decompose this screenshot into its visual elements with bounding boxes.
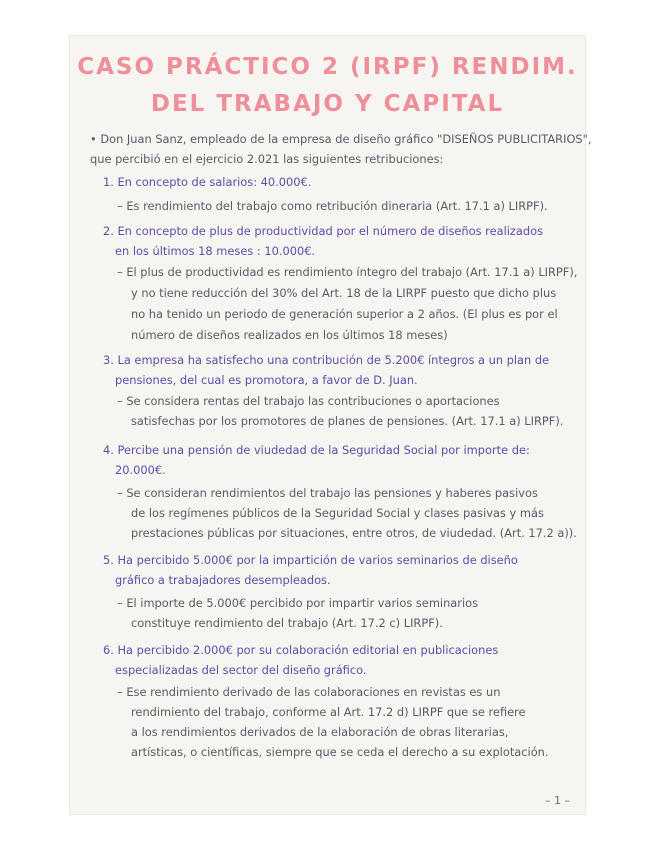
item-answer-6 [117, 682, 549, 762]
item-answer-line: número de diseños realizados en los últimos 18 meses) [131, 328, 448, 342]
intro [90, 129, 592, 169]
item-answer-line: – El importe de 5.000€ percibido por impartir varios seminarios [117, 596, 479, 610]
item-heading: 20.000€. [115, 463, 166, 477]
item-answer-line: – Es rendimiento del trabajo como retribución dineraria (Art. 17.1 a) LIRPF). [117, 199, 548, 213]
page-number: – 1 – [545, 794, 570, 807]
list-item-4 [103, 440, 530, 480]
item-answer-line: – Se consideran rendimientos del trabajo las pensiones y haberes pasivos [117, 486, 538, 500]
item-answer-2 [117, 262, 577, 346]
item-answer-line: rendimiento del trabajo, conforme al Art. 17.2 d) LIRPF que se refiere [131, 705, 526, 719]
page-subtitle: DEL TRABAJO Y CAPITAL [150, 91, 505, 117]
item-answer-line: no ha tenido un periodo de generación superior a 2 años. (El plus es por el [131, 307, 558, 321]
item-answer-line: satisfechas por los promotores de planes de pensiones. (Art. 17.1 a) LIRPF). [131, 414, 564, 428]
item-answer-line: y no tiene reducción del 30% del Art. 18 de la LIRPF puesto que dicho plus [131, 286, 557, 300]
item-answer-line: de los regímenes públicos de la Seguridad Social y clases pasivas y más [131, 506, 544, 520]
item-heading: en los últimos 18 meses : 10.000€. [115, 244, 316, 258]
item-answer-line: – El plus de productividad es rendimiento íntegro del trabajo (Art. 17.1 a) LIRPF), [117, 265, 578, 279]
item-heading: 6. Ha percibido 2.000€ por su colaboración editorial en publicaciones [103, 643, 499, 657]
item-answer-line: artísticas, o científicas, siempre que se ceda el derecho a su explotación. [131, 745, 549, 759]
item-answer-line: – Se considera rentas del trabajo las contribuciones o aportaciones [117, 394, 500, 408]
list-item-6 [103, 640, 498, 680]
list-item-2 [103, 221, 543, 261]
list-item-1 [103, 172, 311, 192]
item-answer-line: constituye rendimiento del trabajo (Art. 17.2 c) LIRPF). [131, 616, 443, 630]
item-heading: pensiones, del cual es promotora, a favor de D. Juan. [115, 373, 418, 387]
item-heading: 3. La empresa ha satisfecho una contribución de 5.200€ íntegros a un plan de [103, 353, 550, 367]
item-heading: 4. Percibe una pensión de viudedad de la Seguridad Social por importe de: [103, 443, 530, 457]
item-heading: 2. En concepto de plus de productividad por el número de diseños realizados [103, 224, 544, 238]
item-answer-line: a los rendimientos derivados de la elaboración de obras literarias, [131, 725, 509, 739]
item-heading: especializadas del sector del diseño gráfico. [115, 663, 367, 677]
intro-line: que percibió en el ejercicio 2.021 las siguientes retribuciones: [90, 152, 444, 166]
item-answer-3 [117, 391, 563, 431]
item-answer-5 [117, 593, 478, 633]
item-answer-line: prestaciones públicas por situaciones, entre otros, de viudedad. (Art. 17.2 a)). [131, 526, 577, 540]
notebook-page [70, 36, 592, 814]
item-answer-line: – Ese rendimiento derivado de las colaboraciones en revistas es un [117, 685, 501, 699]
list-item-5 [103, 550, 518, 590]
intro-line: • Don Juan Sanz, empleado de la empresa de diseño gráfico "DISEÑOS PUBLICITARIOS", [90, 132, 592, 146]
page-title: CASO PRÁCTICO 2 (IRPF) RENDIM. [77, 54, 578, 80]
item-heading: gráfico a trabajadores desempleados. [115, 573, 331, 587]
item-heading: 1. En concepto de salarios: 40.000€. [103, 175, 312, 189]
list-item-3 [103, 350, 549, 390]
item-answer-1 [117, 196, 548, 216]
item-answer-4 [117, 483, 577, 543]
item-heading: 5. Ha percibido 5.000€ por la impartición de varios seminarios de diseño [103, 553, 518, 567]
